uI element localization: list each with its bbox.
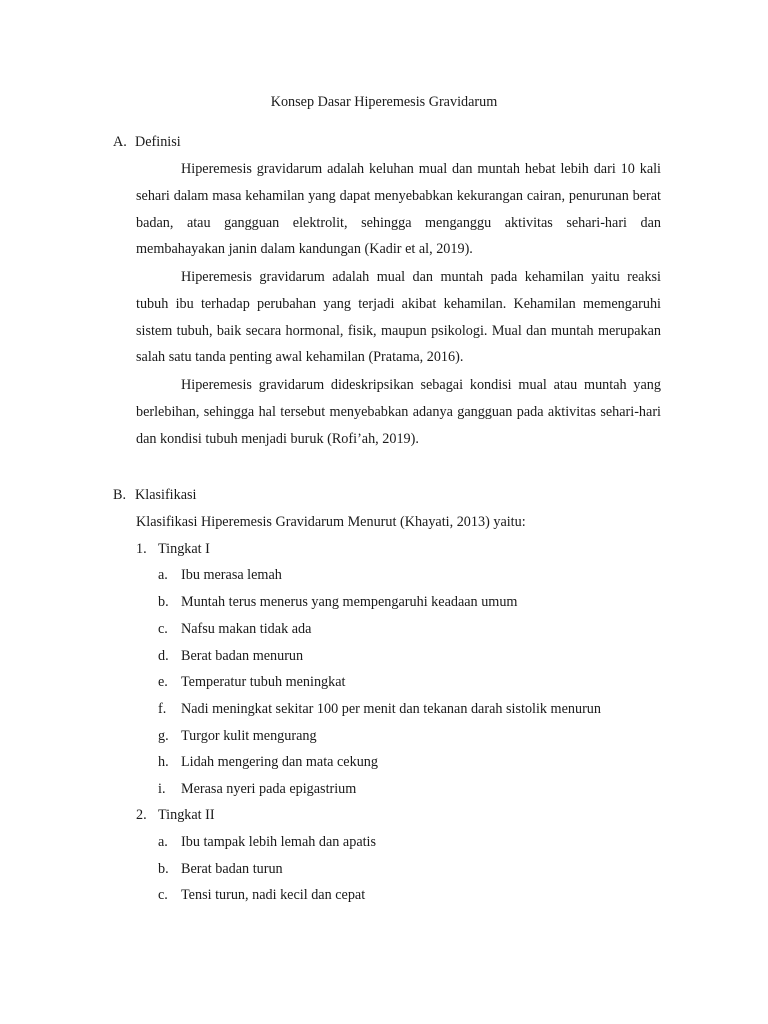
item-marker: f. xyxy=(158,701,167,717)
level-2-item xyxy=(158,834,376,851)
level-1-item xyxy=(158,621,311,638)
level-2-number: 2. xyxy=(136,807,147,823)
item-text: Temperatur tubuh meningkat xyxy=(181,674,346,690)
level-1-label: Tingkat I xyxy=(158,541,210,557)
level-2-item xyxy=(158,887,365,904)
definition-paragraph-3-text: Hiperemesis gravidarum dideskripsikan sebagai kondisi mual atau muntah yang berlebihan, sehingga hal tersebut menyebabkan adanya gangguan pada aktivitas sehari-hari dan kondisi tubuh menjadi buruk (Rofi’ah, 2019). xyxy=(136,377,661,447)
classification-intro: Klasifikasi Hiperemesis Gravidarum Menurut (Khayati, 2013) yaitu: xyxy=(136,514,526,530)
section-a-heading xyxy=(113,134,181,151)
item-marker: a. xyxy=(158,567,168,583)
item-text: Ibu merasa lemah xyxy=(181,567,282,583)
item-text: Lidah mengering dan mata cekung xyxy=(181,754,378,770)
item-marker: i. xyxy=(158,781,166,797)
item-marker: h. xyxy=(158,754,169,770)
item-text: Berat badan menurun xyxy=(181,648,304,664)
item-marker: b. xyxy=(158,594,169,610)
level-2-heading xyxy=(136,807,215,824)
item-text: Merasa nyeri pada epigastrium xyxy=(181,781,357,797)
level-2-item xyxy=(158,861,283,878)
item-marker: c. xyxy=(158,621,168,637)
definition-paragraph-3 xyxy=(136,372,661,452)
level-1-heading xyxy=(136,541,210,558)
level-1-number: 1. xyxy=(136,541,147,557)
section-b-title: Klasifikasi xyxy=(135,487,197,503)
section-b-letter: B. xyxy=(113,487,127,503)
definition-paragraph-1-text: Hiperemesis gravidarum adalah keluhan mual dan muntah hebat lebih dari 10 kali sehari dalam masa kehamilan yang dapat menyebabkan kekurangan cairan, penurunan berat badan, atau gangguan elektrolit, sehingga menganggu aktivitas sehari-hari dan membahayakan janin dalam kandungan (Kadir et al, 2019). xyxy=(136,161,661,258)
item-text: Turgor kulit mengurang xyxy=(181,728,317,744)
item-text: Muntah terus menerus yang mempengaruhi keadaan umum xyxy=(181,594,518,610)
section-a-letter: A. xyxy=(113,134,127,150)
definition-paragraph-2-text: Hiperemesis gravidarum adalah mual dan muntah pada kehamilan yaitu reaksi tubuh ibu terhadap perubahan yang terjadi akibat kehamilan. Kehamilan memengaruhi sistem tubuh, baik secara hormonal, fisik, maupun psikologi. Mual dan muntah merupakan salah satu tanda penting awal kehamilan (Pratama, 2016). xyxy=(136,269,661,366)
item-marker: d. xyxy=(158,648,169,664)
level-1-item xyxy=(158,781,356,798)
item-text: Nadi meningkat sekitar 100 per menit dan tekanan darah sistolik menurun xyxy=(181,701,601,717)
section-b-heading xyxy=(113,487,196,504)
item-text: Ibu tampak lebih lemah dan apatis xyxy=(181,834,377,850)
level-1-item xyxy=(158,594,517,611)
level-1-item xyxy=(158,648,303,665)
level-1-item xyxy=(158,567,282,584)
page-title: Konsep Dasar Hiperemesis Gravidarum xyxy=(270,94,498,110)
item-marker: e. xyxy=(158,674,168,690)
definition-paragraph-1 xyxy=(136,156,661,263)
item-text: Tensi turun, nadi kecil dan cepat xyxy=(181,887,366,903)
item-marker: a. xyxy=(158,834,168,850)
section-a-title: Definisi xyxy=(135,134,181,150)
item-text: Berat badan turun xyxy=(181,861,283,877)
definition-paragraph-2 xyxy=(136,264,661,371)
level-1-item xyxy=(158,701,601,718)
item-marker: g. xyxy=(158,728,169,744)
level-1-item xyxy=(158,754,378,771)
level-2-label: Tingkat II xyxy=(158,807,215,823)
level-1-item xyxy=(158,728,317,745)
level-1-item xyxy=(158,674,345,691)
item-marker: b. xyxy=(158,861,169,877)
item-marker: c. xyxy=(158,887,168,903)
item-text: Nafsu makan tidak ada xyxy=(181,621,312,637)
